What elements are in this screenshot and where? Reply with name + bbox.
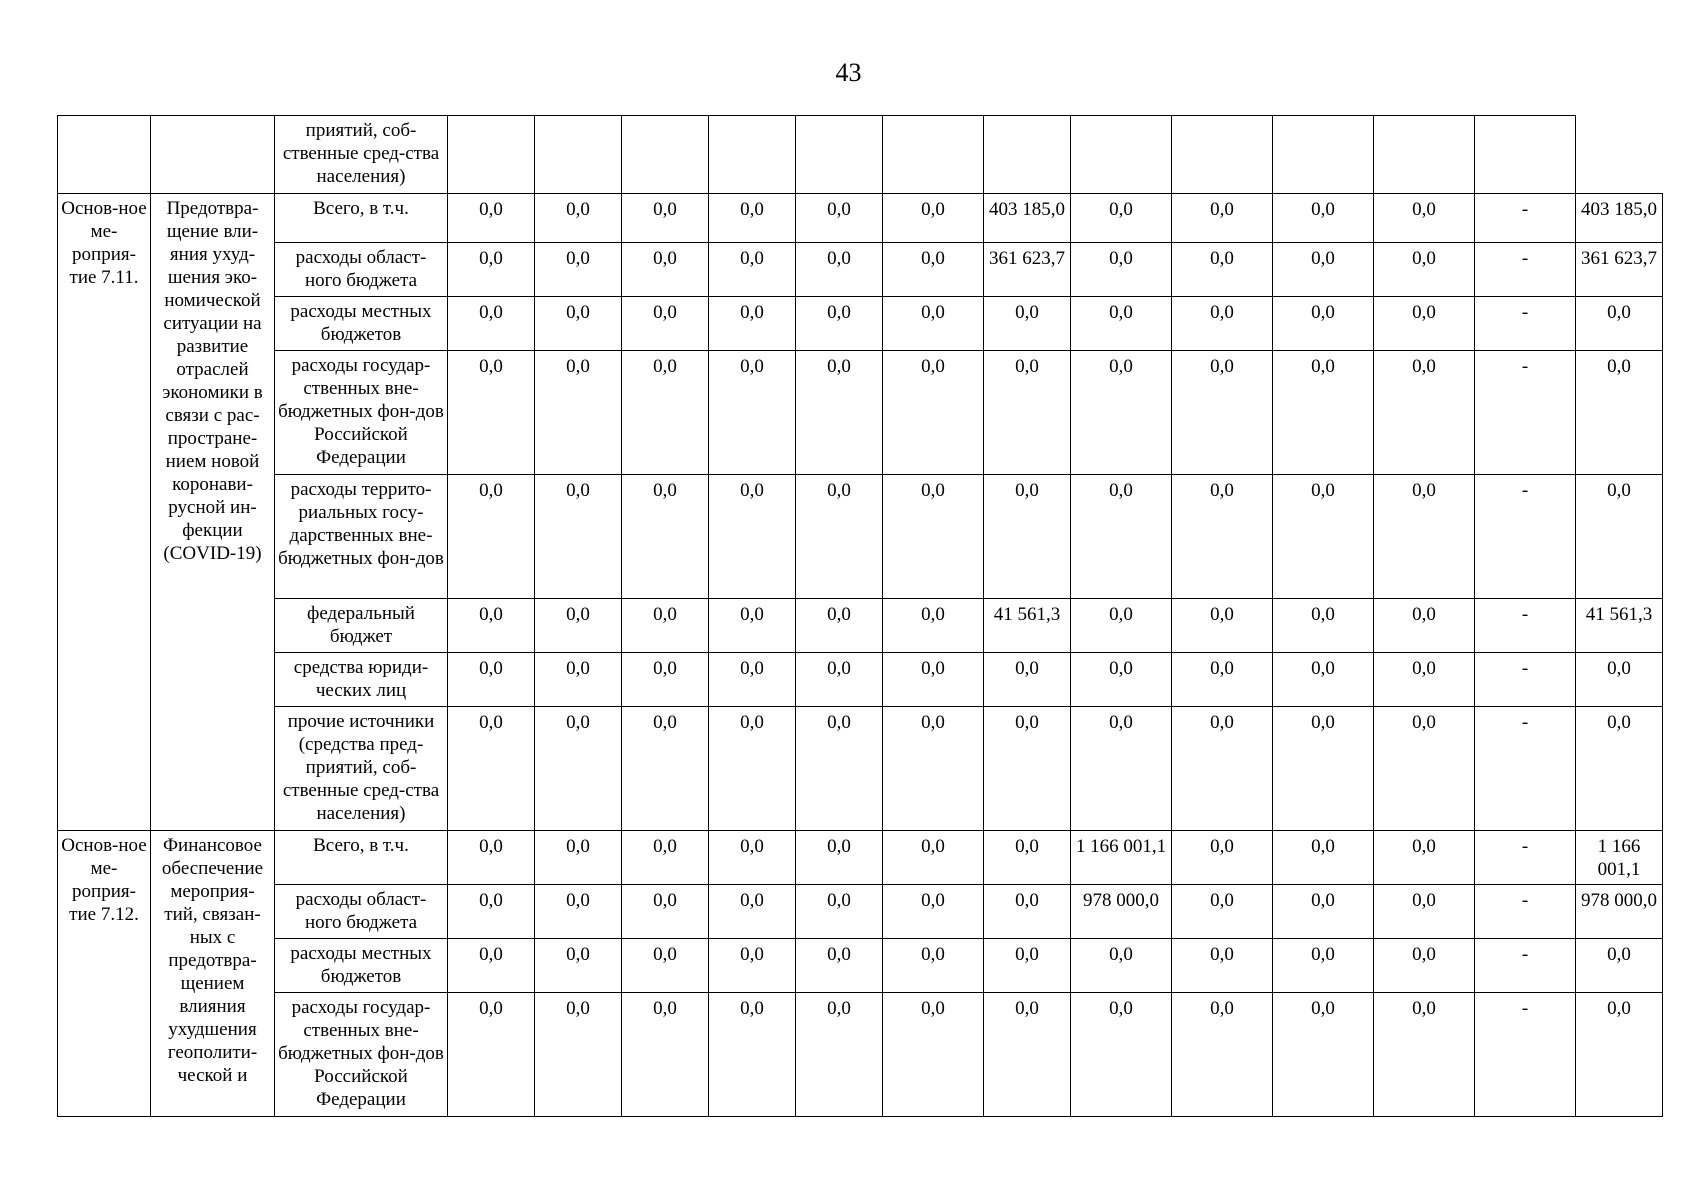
value-cell: 0,0: [883, 885, 984, 939]
activity-code-cell: Основ-ное ме-роприя-тие 7.11.: [58, 194, 151, 831]
activity-name-cell: Финансовое обеспечение мероприя-тий, связан-ных с предотвра-щением влияния ухудшения геополити-ческой и: [151, 831, 275, 1117]
value-cell: 0,0: [883, 707, 984, 831]
value-cell: 0,0: [448, 475, 535, 599]
value-cell: 403 185,0: [984, 194, 1071, 243]
table-row: [58, 707, 1663, 831]
value-cell: 0,0: [448, 243, 535, 297]
funding-source-cell: расходы местных бюджетов: [275, 939, 448, 993]
value-cell: 0,0: [709, 599, 796, 653]
value-cell: 0,0: [883, 475, 984, 599]
code-cell: [58, 116, 151, 194]
name-cell: [151, 116, 275, 194]
value-cell: 0,0: [1273, 993, 1374, 1117]
value-cell: 0,0: [1172, 297, 1273, 351]
value-cell: 0,0: [448, 939, 535, 993]
value-cell: 0,0: [1172, 939, 1273, 993]
funding-source-cell: федеральный бюджет: [275, 599, 448, 653]
value-cell: -: [1475, 993, 1576, 1117]
table-row: [58, 475, 1663, 599]
value-cell: 0,0: [984, 885, 1071, 939]
value-cell: 0,0: [1071, 599, 1172, 653]
value-cell: 0,0: [535, 599, 622, 653]
value-cell: 0,0: [709, 707, 796, 831]
value-cell: 0,0: [883, 599, 984, 653]
value-cell: [1475, 116, 1576, 194]
value-cell: -: [1475, 885, 1576, 939]
value-cell: 0,0: [1374, 351, 1475, 475]
value-cell: 0,0: [535, 351, 622, 475]
table-body: [58, 116, 1663, 1117]
value-cell: 0,0: [535, 194, 622, 243]
value-cell: 0,0: [709, 653, 796, 707]
value-cell: -: [1475, 194, 1576, 243]
value-cell: 0,0: [1576, 653, 1663, 707]
value-cell: 0,0: [1273, 351, 1374, 475]
value-cell: 0,0: [709, 885, 796, 939]
value-cell: 0,0: [448, 297, 535, 351]
value-cell: 0,0: [883, 653, 984, 707]
value-cell: 0,0: [1273, 831, 1374, 885]
value-cell: 0,0: [535, 475, 622, 599]
value-cell: 0,0: [883, 993, 984, 1117]
value-cell: 0,0: [448, 599, 535, 653]
value-cell: 0,0: [1071, 351, 1172, 475]
value-cell: 0,0: [1374, 707, 1475, 831]
value-cell: 0,0: [535, 297, 622, 351]
value-cell: 0,0: [1071, 939, 1172, 993]
value-cell: 0,0: [1374, 939, 1475, 993]
value-cell: 0,0: [622, 475, 709, 599]
value-cell: 0,0: [535, 831, 622, 885]
value-cell: 0,0: [796, 707, 883, 831]
value-cell: 0,0: [1172, 351, 1273, 475]
table-row: [58, 831, 1663, 885]
value-cell: 0,0: [622, 599, 709, 653]
value-cell: 403 185,0: [1576, 194, 1663, 243]
value-cell: 0,0: [1172, 194, 1273, 243]
funding-source-cell: Всего, в т.ч.: [275, 194, 448, 243]
value-cell: 0,0: [1576, 993, 1663, 1117]
value-cell: -: [1475, 475, 1576, 599]
value-cell: 0,0: [1374, 653, 1475, 707]
table-row: [58, 194, 1663, 243]
value-cell: 0,0: [796, 939, 883, 993]
value-cell: 0,0: [984, 297, 1071, 351]
value-cell: 0,0: [622, 351, 709, 475]
value-cell: 0,0: [622, 885, 709, 939]
value-cell: 0,0: [448, 831, 535, 885]
value-cell: 0,0: [622, 707, 709, 831]
value-cell: 0,0: [796, 885, 883, 939]
table-row: [58, 351, 1663, 475]
value-cell: [535, 116, 622, 194]
value-cell: 0,0: [984, 831, 1071, 885]
value-cell: 0,0: [622, 831, 709, 885]
source-cell: приятий, соб-ственные сред-ства населения): [275, 116, 448, 194]
value-cell: 0,0: [1071, 243, 1172, 297]
table-row: [58, 885, 1663, 939]
table-row: [58, 993, 1663, 1117]
value-cell: 0,0: [984, 653, 1071, 707]
value-cell: 0,0: [535, 939, 622, 993]
value-cell: 0,0: [796, 194, 883, 243]
value-cell: 0,0: [796, 297, 883, 351]
value-cell: 0,0: [709, 243, 796, 297]
value-cell: 0,0: [1374, 885, 1475, 939]
value-cell: 0,0: [883, 194, 984, 243]
value-cell: [1273, 116, 1374, 194]
value-cell: 0,0: [883, 351, 984, 475]
value-cell: 0,0: [1576, 475, 1663, 599]
value-cell: 1 166 001,1: [1071, 831, 1172, 885]
continuation-row: [58, 116, 1663, 194]
value-cell: 0,0: [1374, 599, 1475, 653]
value-cell: 0,0: [622, 194, 709, 243]
value-cell: -: [1475, 599, 1576, 653]
value-cell: 1 166 001,1: [1576, 831, 1663, 885]
value-cell: 0,0: [1273, 939, 1374, 993]
value-cell: 0,0: [1071, 653, 1172, 707]
value-cell: 0,0: [535, 885, 622, 939]
value-cell: 0,0: [1374, 297, 1475, 351]
value-cell: [622, 116, 709, 194]
value-cell: 0,0: [984, 939, 1071, 993]
value-cell: -: [1475, 297, 1576, 351]
value-cell: -: [1475, 653, 1576, 707]
value-cell: 0,0: [622, 243, 709, 297]
table-row: [58, 653, 1663, 707]
value-cell: 41 561,3: [984, 599, 1071, 653]
funding-source-cell: расходы государ-ственных вне-бюджетных фон-дов Российской Федерации: [275, 351, 448, 475]
value-cell: [709, 116, 796, 194]
value-cell: [1172, 116, 1273, 194]
value-cell: 0,0: [535, 653, 622, 707]
table-row: [58, 599, 1663, 653]
value-cell: 0,0: [796, 831, 883, 885]
value-cell: 0,0: [448, 653, 535, 707]
value-cell: 0,0: [1071, 993, 1172, 1117]
value-cell: 0,0: [709, 194, 796, 243]
funding-source-cell: прочие источники (средства пред-приятий, соб-ственные сред-ства населения): [275, 707, 448, 831]
value-cell: 978 000,0: [1576, 885, 1663, 939]
value-cell: [448, 116, 535, 194]
value-cell: 0,0: [622, 993, 709, 1117]
value-cell: 0,0: [1172, 885, 1273, 939]
funding-source-cell: Всего, в т.ч.: [275, 831, 448, 885]
value-cell: 0,0: [796, 243, 883, 297]
value-cell: 0,0: [883, 831, 984, 885]
value-cell: -: [1475, 243, 1576, 297]
value-cell: 0,0: [796, 993, 883, 1117]
activity-name-cell: Предотвра-щение вли-яния ухуд-шения эко-номической ситуации на развитие отраслей экономики в связи с рас-простране-нием новой коронави-русной ин-фекции (COVID-19): [151, 194, 275, 831]
value-cell: 361 623,7: [984, 243, 1071, 297]
value-cell: 41 561,3: [1576, 599, 1663, 653]
value-cell: 0,0: [709, 297, 796, 351]
value-cell: 0,0: [1071, 475, 1172, 599]
value-cell: 0,0: [709, 831, 796, 885]
value-cell: 0,0: [622, 653, 709, 707]
value-cell: 0,0: [622, 297, 709, 351]
value-cell: 0,0: [1273, 297, 1374, 351]
value-cell: 0,0: [535, 243, 622, 297]
value-cell: 0,0: [1172, 599, 1273, 653]
value-cell: 0,0: [1374, 194, 1475, 243]
value-cell: -: [1475, 939, 1576, 993]
value-cell: 0,0: [984, 707, 1071, 831]
value-cell: 0,0: [448, 707, 535, 831]
value-cell: 0,0: [448, 993, 535, 1117]
value-cell: 0,0: [535, 707, 622, 831]
value-cell: 0,0: [1273, 599, 1374, 653]
value-cell: 0,0: [1374, 831, 1475, 885]
value-cell: 0,0: [1172, 653, 1273, 707]
table-row: [58, 243, 1663, 297]
value-cell: 0,0: [984, 475, 1071, 599]
value-cell: [796, 116, 883, 194]
value-cell: 0,0: [448, 351, 535, 475]
value-cell: 0,0: [1374, 475, 1475, 599]
value-cell: 0,0: [448, 885, 535, 939]
funding-source-cell: средства юриди-ческих лиц: [275, 653, 448, 707]
value-cell: [984, 116, 1071, 194]
value-cell: 0,0: [1172, 831, 1273, 885]
value-cell: 0,0: [984, 993, 1071, 1117]
funding-source-cell: расходы государ-ственных вне-бюджетных фон-дов Российской Федерации: [275, 993, 448, 1117]
value-cell: 0,0: [1172, 993, 1273, 1117]
value-cell: [1374, 116, 1475, 194]
value-cell: 0,0: [709, 939, 796, 993]
value-cell: 361 623,7: [1576, 243, 1663, 297]
funding-source-cell: расходы террито-риальных госу-дарственных вне-бюджетных фон-дов: [275, 475, 448, 599]
value-cell: 0,0: [883, 939, 984, 993]
value-cell: 0,0: [1273, 885, 1374, 939]
value-cell: 0,0: [1273, 653, 1374, 707]
value-cell: 0,0: [1273, 243, 1374, 297]
value-cell: -: [1475, 831, 1576, 885]
table-row: [58, 939, 1663, 993]
value-cell: 0,0: [796, 599, 883, 653]
value-cell: 0,0: [1576, 939, 1663, 993]
value-cell: 0,0: [448, 194, 535, 243]
value-cell: 0,0: [883, 297, 984, 351]
activity-code-cell: Основ-ное ме-роприя-тие 7.12.: [58, 831, 151, 1117]
value-cell: 0,0: [1273, 707, 1374, 831]
value-cell: 0,0: [1273, 194, 1374, 243]
value-cell: 0,0: [622, 939, 709, 993]
value-cell: 0,0: [1071, 194, 1172, 243]
value-cell: 0,0: [1172, 475, 1273, 599]
value-cell: -: [1475, 351, 1576, 475]
value-cell: -: [1475, 707, 1576, 831]
value-cell: 0,0: [1374, 993, 1475, 1117]
value-cell: 0,0: [1576, 351, 1663, 475]
value-cell: 0,0: [883, 243, 984, 297]
value-cell: 978 000,0: [1071, 885, 1172, 939]
value-cell: 0,0: [1374, 243, 1475, 297]
funding-source-cell: расходы местных бюджетов: [275, 297, 448, 351]
value-cell: 0,0: [1071, 297, 1172, 351]
value-cell: 0,0: [1576, 297, 1663, 351]
value-cell: 0,0: [796, 475, 883, 599]
value-cell: 0,0: [1172, 243, 1273, 297]
funding-source-cell: расходы област-ного бюджета: [275, 243, 448, 297]
value-cell: [1071, 116, 1172, 194]
table-row: [58, 297, 1663, 351]
value-cell: 0,0: [1071, 707, 1172, 831]
value-cell: 0,0: [796, 351, 883, 475]
value-cell: 0,0: [709, 475, 796, 599]
value-cell: 0,0: [709, 993, 796, 1117]
value-cell: 0,0: [535, 993, 622, 1117]
value-cell: 0,0: [984, 351, 1071, 475]
funding-source-cell: расходы област-ного бюджета: [275, 885, 448, 939]
page-number: 43: [835, 58, 862, 87]
value-cell: 0,0: [1273, 475, 1374, 599]
value-cell: 0,0: [1172, 707, 1273, 831]
value-cell: 0,0: [1576, 707, 1663, 831]
value-cell: 0,0: [709, 351, 796, 475]
value-cell: [883, 116, 984, 194]
budget-table: [57, 115, 1663, 1117]
value-cell: 0,0: [796, 653, 883, 707]
